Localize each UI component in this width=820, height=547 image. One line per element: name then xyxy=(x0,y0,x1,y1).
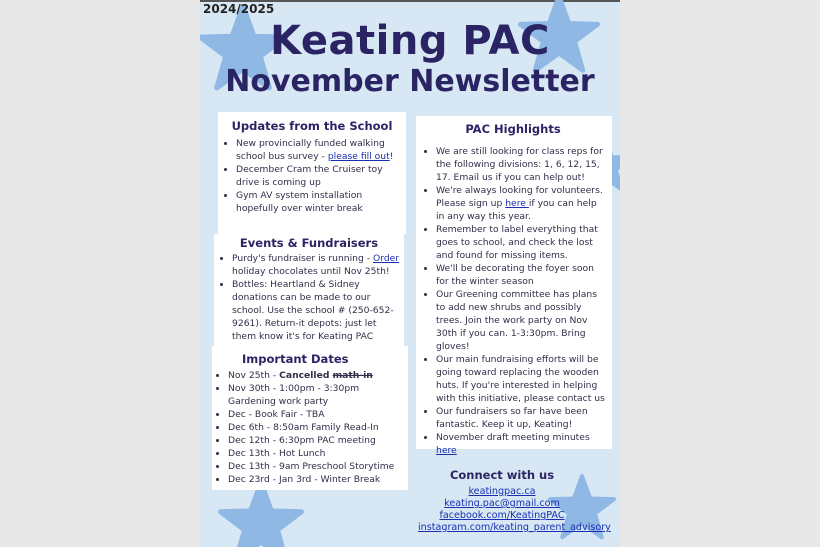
facebook-link[interactable]: facebook.com/KeatingPAC xyxy=(439,510,565,521)
meeting-minutes-link[interactable]: here xyxy=(436,445,457,456)
highlights-heading: PAC Highlights xyxy=(465,122,561,136)
list-item: • We are still looking for class reps for the following divisions: 1, 6, 12, 15, 17. Email us if you can help out! xyxy=(436,145,606,184)
newsletter-subtitle: November Newsletter xyxy=(225,64,595,99)
connect-heading: Connect with us xyxy=(449,468,555,482)
list-item: • Dec 6th - 8:50am Family Read-In xyxy=(228,421,404,434)
list-item: • Bottles: Heartland & Sidney donations can be made to our school. Use the school # (250-652-9261). Return-it depots: just let them know it's for Keating PAC xyxy=(232,278,400,343)
events-heading: Events & Fundraisers xyxy=(239,236,379,250)
dates-card xyxy=(212,346,408,490)
star-icon xyxy=(218,480,304,547)
list-item: • Nov 25th - Cancelled math-in xyxy=(228,369,404,382)
list-item: • Our fundraisers so far have been fantastic. Keep it up, Keating! xyxy=(436,405,606,431)
events-card xyxy=(214,234,404,346)
list-item: • Dec 13th - Hot Lunch xyxy=(228,447,404,460)
list-item: • We'll be decorating the foyer soon for the winter season xyxy=(436,262,606,288)
instagram-link[interactable]: instagram.com/keating_parent_advisory xyxy=(418,522,611,533)
list-item: • Gym AV system installation hopefully over winter break xyxy=(236,189,402,215)
updates-card xyxy=(218,112,406,234)
list-item: • November draft meeting minutes here xyxy=(436,431,606,457)
website-link[interactable]: keatingpac.ca xyxy=(468,486,536,497)
list-item: • Our main fundraising efforts will be going toward replacing the wooden huts. If you're interested in helping with this initiative, please contact us xyxy=(436,353,606,405)
list-item: • Remember to label everything that goes to school, and check the lost and found for missing items. xyxy=(436,223,606,262)
survey-link[interactable]: please fill out xyxy=(327,151,390,162)
dates-heading: Important Dates xyxy=(242,352,349,366)
list-item: • New provincially funded walking school bus survey - please fill out! xyxy=(236,137,402,163)
connect-section xyxy=(418,468,611,534)
list-item: • Dec 13th - 9am Preschool Storytime xyxy=(228,460,404,473)
email-link[interactable]: keating.pac@gmail.com xyxy=(444,498,560,509)
list-item: • Our Greening committee has plans to add new shrubs and possibly trees. Join the work party on Nov 30th if you can. 1-3:30pm. Bring gloves! xyxy=(436,288,606,353)
list-item: • Purdy's fundraiser is running - Order holiday chocolates until Nov 25th! xyxy=(232,252,400,278)
updates-heading: Updates from the School xyxy=(231,119,393,133)
list-item: • December Cram the Cruiser toy drive is coming up xyxy=(236,163,402,189)
newsletter-title: Keating PAC xyxy=(270,18,550,64)
list-item: • Dec 12th - 6:30pm PAC meeting xyxy=(228,434,404,447)
newsletter-page xyxy=(200,0,620,547)
volunteer-signup-link[interactable]: here xyxy=(505,198,529,209)
list-item: • Nov 30th - 1:00pm - 3:30pm Gardening work party xyxy=(228,382,404,408)
list-item: • Dec 23rd - Jan 3rd - Winter Break xyxy=(228,473,404,486)
list-item: • We're always looking for volunteers. Please sign up here if you can help in any way this year. xyxy=(436,184,606,223)
school-year: 2024/2025 xyxy=(203,2,275,16)
order-link[interactable]: Order xyxy=(373,253,400,264)
highlights-card xyxy=(416,116,612,456)
list-item: • Dec - Book Fair - TBA xyxy=(228,408,404,421)
